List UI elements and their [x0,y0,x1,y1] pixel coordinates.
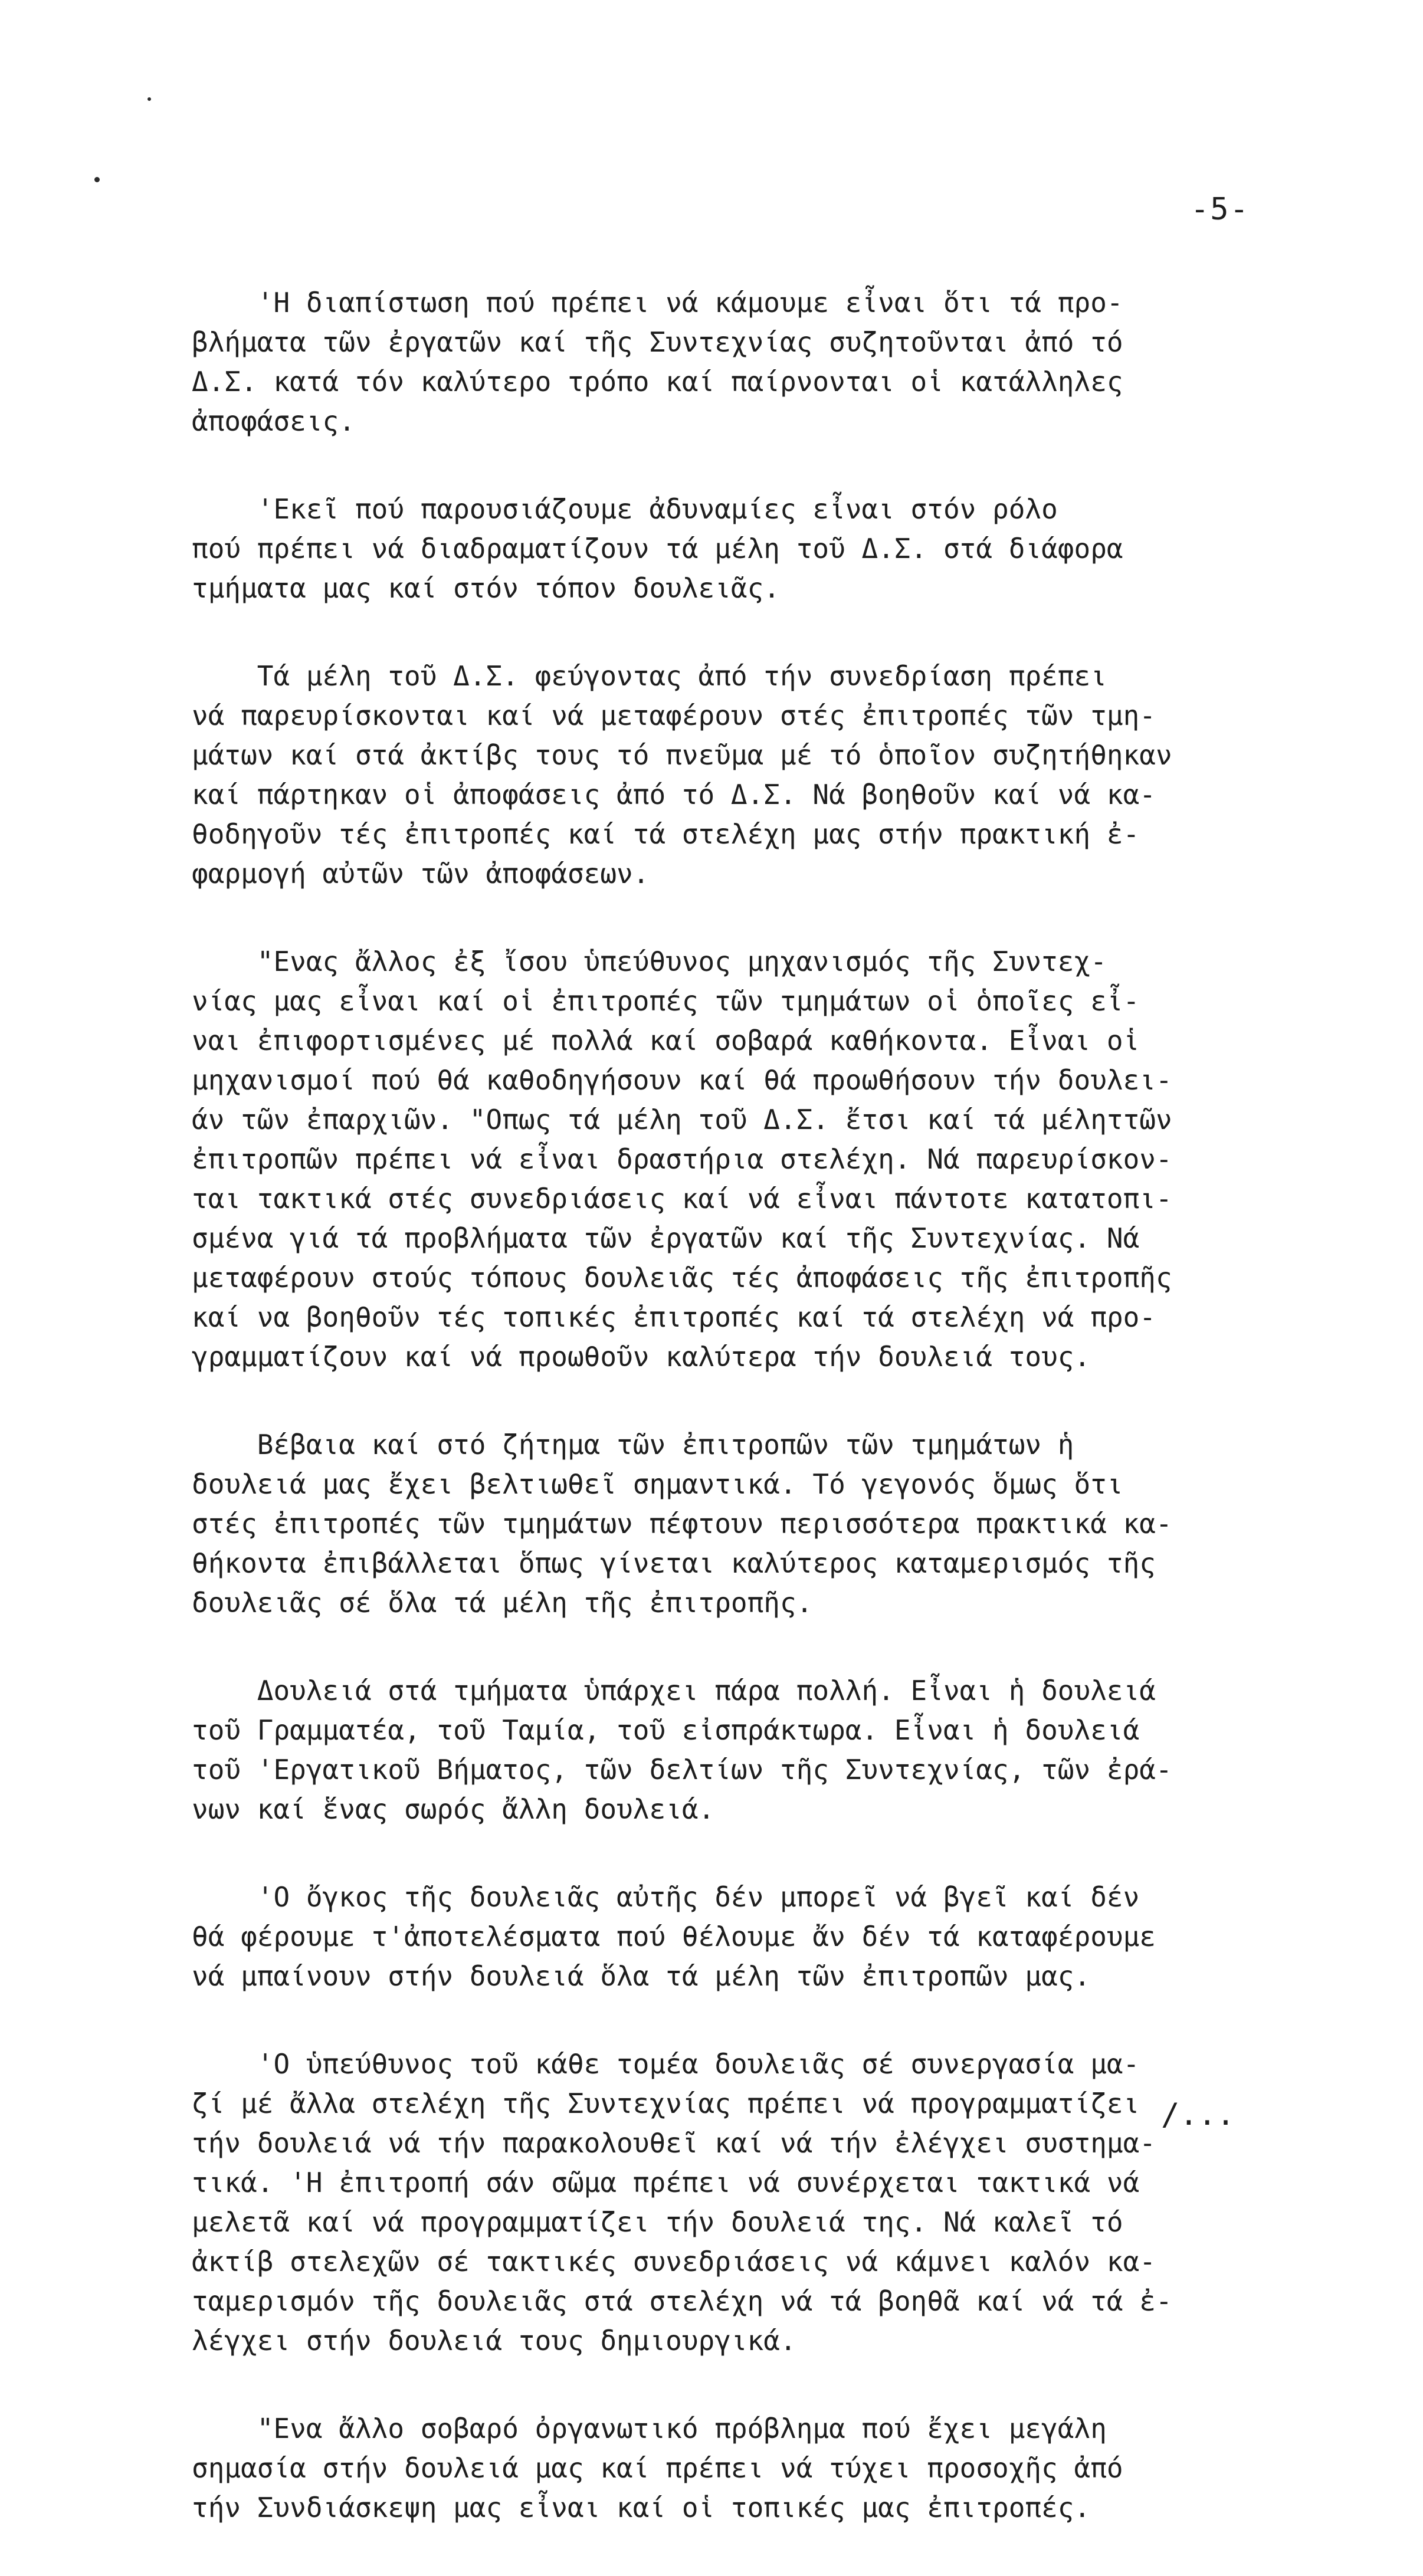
text-line: ναι ἐπιφορτισμένες μέ πολλά καί σοβαρά καθήκοντα. Εἶναι οἱ [192,1025,1140,1056]
text-line: καί να βοηθοῦν τές τοπικές ἐπιτροπές καί τά στελέχη νά προ- [192,1301,1156,1333]
text-line: φαρμογή αὐτῶν τῶν ἀποφάσεων. [192,858,650,890]
text-line: Δουλειά στά τμήματα ὑπάρχει πάρα πολλή. Εἶναι ἡ δουλειά [192,1675,1156,1707]
text-line: Τά μέλη τοῦ Δ.Σ. φεύγοντας ἀπό τήν συνεδρίαση πρέπει [192,660,1107,692]
text-line: πού πρέπει νά διαδραματίζουν τά μέλη τοῦ Δ.Σ. στά διάφορα [192,533,1123,565]
text-line: ταμερισμόν τῆς δουλειᾶς στά στελέχη νά τά βοηθᾶ καί νά τά ἐ- [192,2285,1172,2317]
text-line: μάτων καί στά ἀκτίβς τους τό πνεῦμα μέ τό ὁποῖον συζητήθηκαν [192,739,1172,771]
text-line: Βέβαια καί στό ζήτημα τῶν ἐπιτροπῶν τῶν τμημάτων ἡ [192,1429,1074,1461]
text-line: σμένα γιά τά προβλήματα τῶν ἐργατῶν καί τῆς Συντεχνίας. Νά [192,1222,1140,1254]
paragraph [192,490,1313,608]
text-line: τμήματα μας καί στόν τόπον δουλειᾶς. [192,572,780,604]
text-line: λέγχει στήν δουλειά τους δημιουργικά. [192,2325,796,2357]
text-line: νων καί ἕνας σωρός ἄλλη δουλειά. [192,1793,715,1825]
text-line: μεταφέρουν στούς τόπους δουλειᾶς τές ἀποφάσεις τῆς ἐπιτροπῆς [192,1262,1172,1294]
text-line: δουλειά μας ἔχει βελτιωθεῖ σημαντικά. Τό γεγονός ὅμως ὅτι [192,1468,1123,1500]
text-line: τοῦ 'Εργατικοῦ Βήματος, τῶν δελτίων τῆς Συντεχνίας, τῶν ἐρά- [192,1754,1172,1786]
paragraph [192,1878,1313,1996]
text-line: μελετᾶ καί νά προγραμματίζει τήν δουλειά της. Νά καλεῖ τό [192,2206,1123,2238]
text-line: σημασία στήν δουλειά μας καί πρέπει νά τύχει προσοχῆς ἀπό [192,2452,1123,2484]
text-line: "Ενα ἄλλο σοβαρό ὀργανωτικό πρόβλημα πού ἔχει μεγάλη [192,2413,1107,2444]
paragraph [192,657,1313,894]
text-line: ἐπιτροπῶν πρέπει νά εἶναι δραστήρια στελέχη. Νά παρευρίσκον- [192,1143,1172,1175]
text-line: νίας μας εἶναι καί οἱ ἐπιτροπές τῶν τμημάτων οἱ ὁποῖες εἶ- [192,985,1140,1017]
text-line: βλήματα τῶν ἐργατῶν καί τῆς Συντεχνίας συζητοῦνται ἀπό τό [192,326,1123,358]
text-line: ζί μέ ἄλλα στελέχη τῆς Συντεχνίας πρέπει νά προγραμματίζει [192,2088,1140,2119]
text-line: ἀποφάσεις. [192,405,355,437]
text-line: 'Εκεῖ πού παρουσιάζουμε ἀδυναμίες εἶναι στόν ρόλο [192,493,1058,525]
paragraph [192,283,1313,441]
text-line: στές ἐπιτροπές τῶν τμημάτων πέφτουν περισσότερα πρακτικά κα- [192,1508,1172,1540]
text-line: δουλειᾶς σέ ὅλα τά μέλη τῆς ἐπιτροπῆς. [192,1587,813,1619]
text-line: "Ενας ἄλλος ἐξ ἴσου ὑπεύθυνος μηχανισμός τῆς Συντεχ- [192,946,1107,977]
text-line: θοδηγοῦν τές ἐπιτροπές καί τά στελέχη μας στήν πρακτική ἐ- [192,818,1140,850]
text-line: Δ.Σ. κατά τόν καλύτερο τρόπο καί παίρνονται οἱ κατάλληλες [192,366,1123,398]
text-line: τήν δουλειά νά τήν παρακολουθεῖ καί νά τήν ἐλέγχει συστημα- [192,2127,1156,2159]
text-line: 'Η διαπίστωση πού πρέπει νά κάμουμε εἶναι ὅτι τά προ- [192,287,1123,319]
page-number: -5- [1191,192,1250,227]
text-line: γραμματίζουν καί νά προωθοῦν καλύτερα τήν δουλειά τους. [192,1341,1091,1373]
text-line: θά φέρουμε τ'ἀποτελέσματα πού θέλουμε ἄν δέν τά καταφέρουμε [192,1921,1156,1952]
scan-speck [94,177,100,182]
text-line: τοῦ Γραμματέα, τοῦ Ταμία, τοῦ εἰσπράκτωρα. Εἶναι ἡ δουλειά [192,1714,1140,1746]
document-body [192,283,1313,2576]
text-line: τήν Συνδιάσκεψη μας εἶναι καί οἱ τοπικές μας ἐπιτροπές. [192,2492,1091,2524]
text-line: νά παρευρίσκονται καί νά μεταφέρουν στές ἐπιτροπές τῶν τμη- [192,700,1156,731]
text-line: μηχανισμοί πού θά καθοδηγήσουν καί θά προωθήσουν τήν δουλει- [192,1064,1172,1096]
paragraph [192,2045,1313,2361]
text-line: ἀκτίβ στελεχῶν σέ τακτικές συνεδριάσεις νά κάμνει καλόν κα- [192,2246,1156,2278]
text-line: νά μπαίνουν στήν δουλειά ὅλα τά μέλη τῶν ἐπιτροπῶν μας. [192,1960,1091,1992]
paragraph [192,1425,1313,1623]
paragraph [192,2409,1313,2528]
text-line: ται τακτικά στές συνεδριάσεις καί νά εἶναι πάντοτε κατατοπι- [192,1183,1172,1215]
scan-speck [147,97,151,101]
continuation-mark: /... [1161,2097,1235,2132]
paragraph [192,942,1313,1377]
text-line: τικά. 'Η ἐπιτροπή σάν σῶμα πρέπει νά συνέρχεται τακτικά νά [192,2167,1140,2198]
text-line: άν τῶν ἐπαρχιῶν. "Οπως τά μέλη τοῦ Δ.Σ. ἔτσι καί τά μέληττῶν [192,1104,1172,1136]
text-line: θήκοντα ἐπιβάλλεται ὅπως γίνεται καλύτερος καταμερισμός τῆς [192,1547,1156,1579]
text-line: καί πάρτηκαν οἱ ἀποφάσεις ἀπό τό Δ.Σ. Νά βοηθοῦν καί νά κα- [192,779,1156,810]
text-line: 'Ο ὑπεύθυνος τοῦ κάθε τομέα δουλειᾶς σέ συνεργασία μα- [192,2048,1140,2080]
text-line: 'Ο ὄγκος τῆς δουλειᾶς αὐτῆς δέν μπορεῖ νά βγεῖ καί δέν [192,1881,1140,1913]
paragraph [192,1671,1313,1829]
